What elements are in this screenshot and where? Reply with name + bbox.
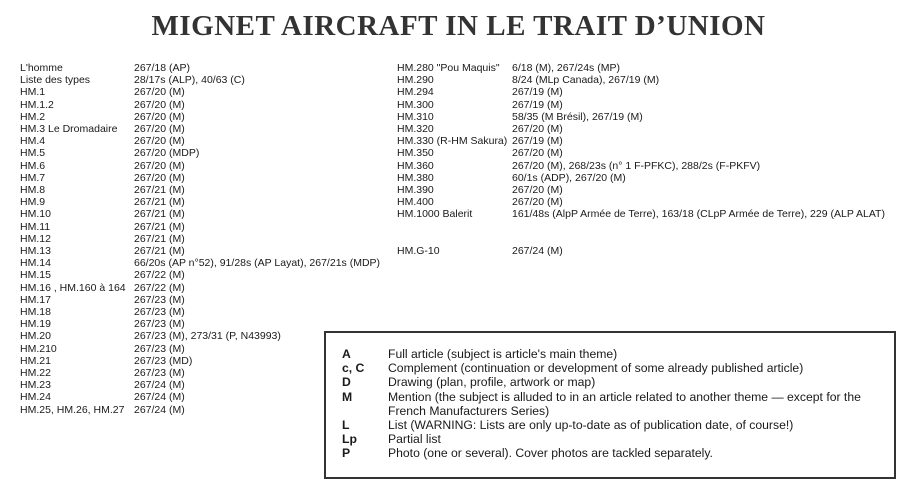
issue-references: 267/21 (M) xyxy=(134,232,185,245)
aircraft-name: HM.9 xyxy=(20,196,46,209)
aircraft-name: HM.390 xyxy=(397,184,434,197)
legend-code: c, C xyxy=(342,361,365,376)
legend-description: Photo (one or several). Cover photos are tackled separately. xyxy=(388,446,713,461)
issue-references: 267/20 (M), 268/23s (n° 1 F-PFKC), 288/2s (F-PKFV) xyxy=(512,159,761,172)
index-entry xyxy=(20,245,380,257)
aircraft-name: HM.3 Le Dromadaire xyxy=(20,123,118,136)
page-title: MIGNET AIRCRAFT IN LE TRAIT D’UNION xyxy=(151,10,766,42)
aircraft-name: HM.12 xyxy=(20,232,51,245)
aircraft-name: HM.360 xyxy=(397,159,434,172)
right-index-column xyxy=(397,62,885,257)
legend-code: Lp xyxy=(342,432,357,447)
legend-code: L xyxy=(342,418,350,433)
aircraft-name: HM.G-10 xyxy=(397,245,440,258)
index-entry xyxy=(20,184,380,196)
index-entry xyxy=(397,111,885,123)
aircraft-name: HM.290 xyxy=(397,74,434,87)
issue-references: 267/20 (M) xyxy=(134,135,185,148)
aircraft-name: HM.210 xyxy=(20,342,57,355)
index-entry xyxy=(20,257,380,269)
index-entry xyxy=(20,294,380,306)
index-entry xyxy=(20,282,380,294)
index-entry xyxy=(20,147,380,159)
index-entry xyxy=(397,123,885,135)
aircraft-name: HM.8 xyxy=(20,184,46,197)
issue-references: 28/17s (ALP), 40/63 (C) xyxy=(134,74,245,87)
index-entry xyxy=(397,147,885,159)
issue-references: 267/23 (MD) xyxy=(134,354,193,367)
issue-references: 267/22 (M) xyxy=(134,281,185,294)
legend-description: Mention (the subject is alluded to in an article related to another theme — except for the French Manufacturers Series) xyxy=(388,389,861,418)
issue-references: 66/20s (AP n°52), 91/28s (AP Layat), 267/21s (MDP) xyxy=(134,257,381,270)
legend-description: Drawing (plan, profile, artwork or map) xyxy=(388,375,596,390)
index-entry xyxy=(20,135,380,147)
legend-description: Partial list xyxy=(388,432,441,447)
issue-references: 267/19 (M) xyxy=(512,135,563,148)
aircraft-name: HM.330 (R-HM Sakura) xyxy=(397,135,508,148)
index-entry xyxy=(20,233,380,245)
aircraft-name: HM.16 , HM.160 à 164 xyxy=(20,281,126,294)
issue-references: 267/23 (M) xyxy=(134,306,185,319)
issue-references: 267/20 (M) xyxy=(512,184,563,197)
issue-references: 161/48s (AlpP Armée de Terre), 163/18 (CLpP Armée de Terre), 229 (ALP ALAT) xyxy=(512,208,885,221)
index-entry xyxy=(20,111,380,123)
issue-references: 267/18 (AP) xyxy=(134,62,191,74)
aircraft-name: HM.380 xyxy=(397,171,434,184)
index-entry xyxy=(397,86,885,98)
issue-references: 267/19 (M) xyxy=(512,98,563,111)
aircraft-name: HM.1000 Balerit xyxy=(397,208,473,221)
index-entry xyxy=(20,99,380,111)
issue-references: 267/20 (M) xyxy=(134,110,185,123)
index-entry xyxy=(20,62,380,74)
issue-references: 267/24 (M) xyxy=(134,391,185,404)
issue-references: 267/21 (M) xyxy=(134,196,185,209)
index-entry xyxy=(397,172,885,184)
issue-references: 267/23 (M) xyxy=(134,342,185,355)
index-entry xyxy=(397,99,885,111)
legend-box xyxy=(324,331,896,479)
aircraft-name: HM.11 xyxy=(20,220,51,233)
aircraft-name: Liste des types xyxy=(20,74,91,87)
index-entry xyxy=(397,135,885,147)
index-entry xyxy=(20,172,380,184)
index-entry xyxy=(397,160,885,172)
index-entry xyxy=(20,269,380,281)
aircraft-name: HM.15 xyxy=(20,269,51,282)
issue-references: 267/23 (M), 273/31 (P, N43993) xyxy=(134,330,281,343)
aircraft-name: HM.17 xyxy=(20,293,51,306)
aircraft-name: HM.6 xyxy=(20,159,46,172)
aircraft-name: HM.1 xyxy=(20,86,46,99)
index-entry xyxy=(397,208,885,220)
index-entry xyxy=(20,318,380,330)
aircraft-name: HM.300 xyxy=(397,98,434,111)
issue-references: 267/22 (M) xyxy=(134,269,185,282)
issue-references: 267/21 (M) xyxy=(134,220,185,233)
aircraft-name: HM.320 xyxy=(397,123,434,136)
aircraft-name: HM.23 xyxy=(20,379,51,392)
aircraft-name: HM.400 xyxy=(397,196,434,209)
aircraft-name: HM.310 xyxy=(397,110,434,123)
legend-item xyxy=(342,418,886,432)
aircraft-name: HM.2 xyxy=(20,110,46,123)
issue-references: 267/23 (M) xyxy=(134,318,185,331)
issue-references: 267/20 (M) xyxy=(134,86,185,99)
index-entry xyxy=(20,306,380,318)
index-entry xyxy=(20,74,380,86)
legend-item xyxy=(342,446,886,460)
legend-list xyxy=(342,347,886,461)
issue-references: 6/18 (M), 267/24s (MP) xyxy=(512,62,620,74)
aircraft-name: HM.10 xyxy=(20,208,51,221)
legend-description: Full article (subject is article's main theme) xyxy=(388,347,618,361)
issue-references: 60/1s (ADP), 267/20 (M) xyxy=(512,171,626,184)
index-entry xyxy=(20,208,380,220)
aircraft-name: HM.280 "Pou Maquis" xyxy=(397,62,500,74)
index-entry xyxy=(397,245,885,257)
aircraft-name: L'homme xyxy=(20,62,63,74)
issue-references: 267/24 (M) xyxy=(512,245,563,258)
index-entry xyxy=(20,221,380,233)
aircraft-name: HM.20 xyxy=(20,330,51,343)
issue-references: 8/24 (MLp Canada), 267/19 (M) xyxy=(512,74,660,87)
index-entry xyxy=(20,123,380,135)
aircraft-name: HM.14 xyxy=(20,257,51,270)
issue-references: 267/24 (M) xyxy=(134,379,185,392)
legend-code: D xyxy=(342,375,351,390)
issue-references: 267/21 (M) xyxy=(134,184,185,197)
issue-references: 267/23 (M) xyxy=(134,293,185,306)
index-entry xyxy=(397,184,885,196)
aircraft-name: HM.21 xyxy=(20,354,51,367)
legend-code: A xyxy=(342,347,351,361)
issue-references: 267/21 (M) xyxy=(134,245,185,258)
issue-references: 267/23 (M) xyxy=(134,367,185,380)
legend-item xyxy=(342,361,886,375)
aircraft-name: HM.13 xyxy=(20,245,51,258)
aircraft-name: HM.18 xyxy=(20,306,51,319)
issue-references: 267/24 (M) xyxy=(134,403,185,416)
aircraft-name: HM.294 xyxy=(397,86,434,99)
aircraft-name: HM.5 xyxy=(20,147,46,160)
legend-code: P xyxy=(342,446,351,461)
legend-item xyxy=(342,390,886,418)
aircraft-name: HM.4 xyxy=(20,135,46,148)
legend-code: M xyxy=(342,389,353,404)
index-entry xyxy=(20,160,380,172)
legend-item xyxy=(342,347,886,361)
issue-references: 267/20 (M) xyxy=(512,147,563,160)
aircraft-name: HM.24 xyxy=(20,391,51,404)
issue-references: 267/20 (M) xyxy=(512,123,563,136)
aircraft-name: HM.1.2 xyxy=(20,98,54,111)
index-entry xyxy=(397,62,885,74)
aircraft-name: HM.7 xyxy=(20,171,46,184)
aircraft-name: HM.19 xyxy=(20,318,51,331)
index-entry xyxy=(397,74,885,86)
issue-references: 58/35 (M Brésil), 267/19 (M) xyxy=(512,110,643,123)
issue-references: 267/20 (MDP) xyxy=(134,147,200,160)
legend-item xyxy=(342,432,886,446)
issue-references: 267/20 (M) xyxy=(134,171,185,184)
index-entry xyxy=(20,86,380,98)
index-entry xyxy=(397,196,885,208)
legend-item xyxy=(342,375,886,389)
issue-references: 267/20 (M) xyxy=(134,123,185,136)
legend-description: List (WARNING: Lists are only up-to-date as of publication date, of course!) xyxy=(388,418,794,433)
aircraft-name: HM.25, HM.26, HM.27 xyxy=(20,403,125,416)
issue-references: 267/21 (M) xyxy=(134,208,185,221)
issue-references: 267/20 (M) xyxy=(134,159,185,172)
issue-references: 267/20 (M) xyxy=(134,98,185,111)
issue-references: 267/20 (M) xyxy=(512,196,563,209)
aircraft-name: HM.22 xyxy=(20,367,51,380)
legend-description: Complement (continuation or development of some already published article) xyxy=(388,361,804,376)
issue-references: 267/19 (M) xyxy=(512,86,563,99)
aircraft-name: HM.350 xyxy=(397,147,434,160)
index-entry xyxy=(20,196,380,208)
spacer xyxy=(397,221,885,245)
